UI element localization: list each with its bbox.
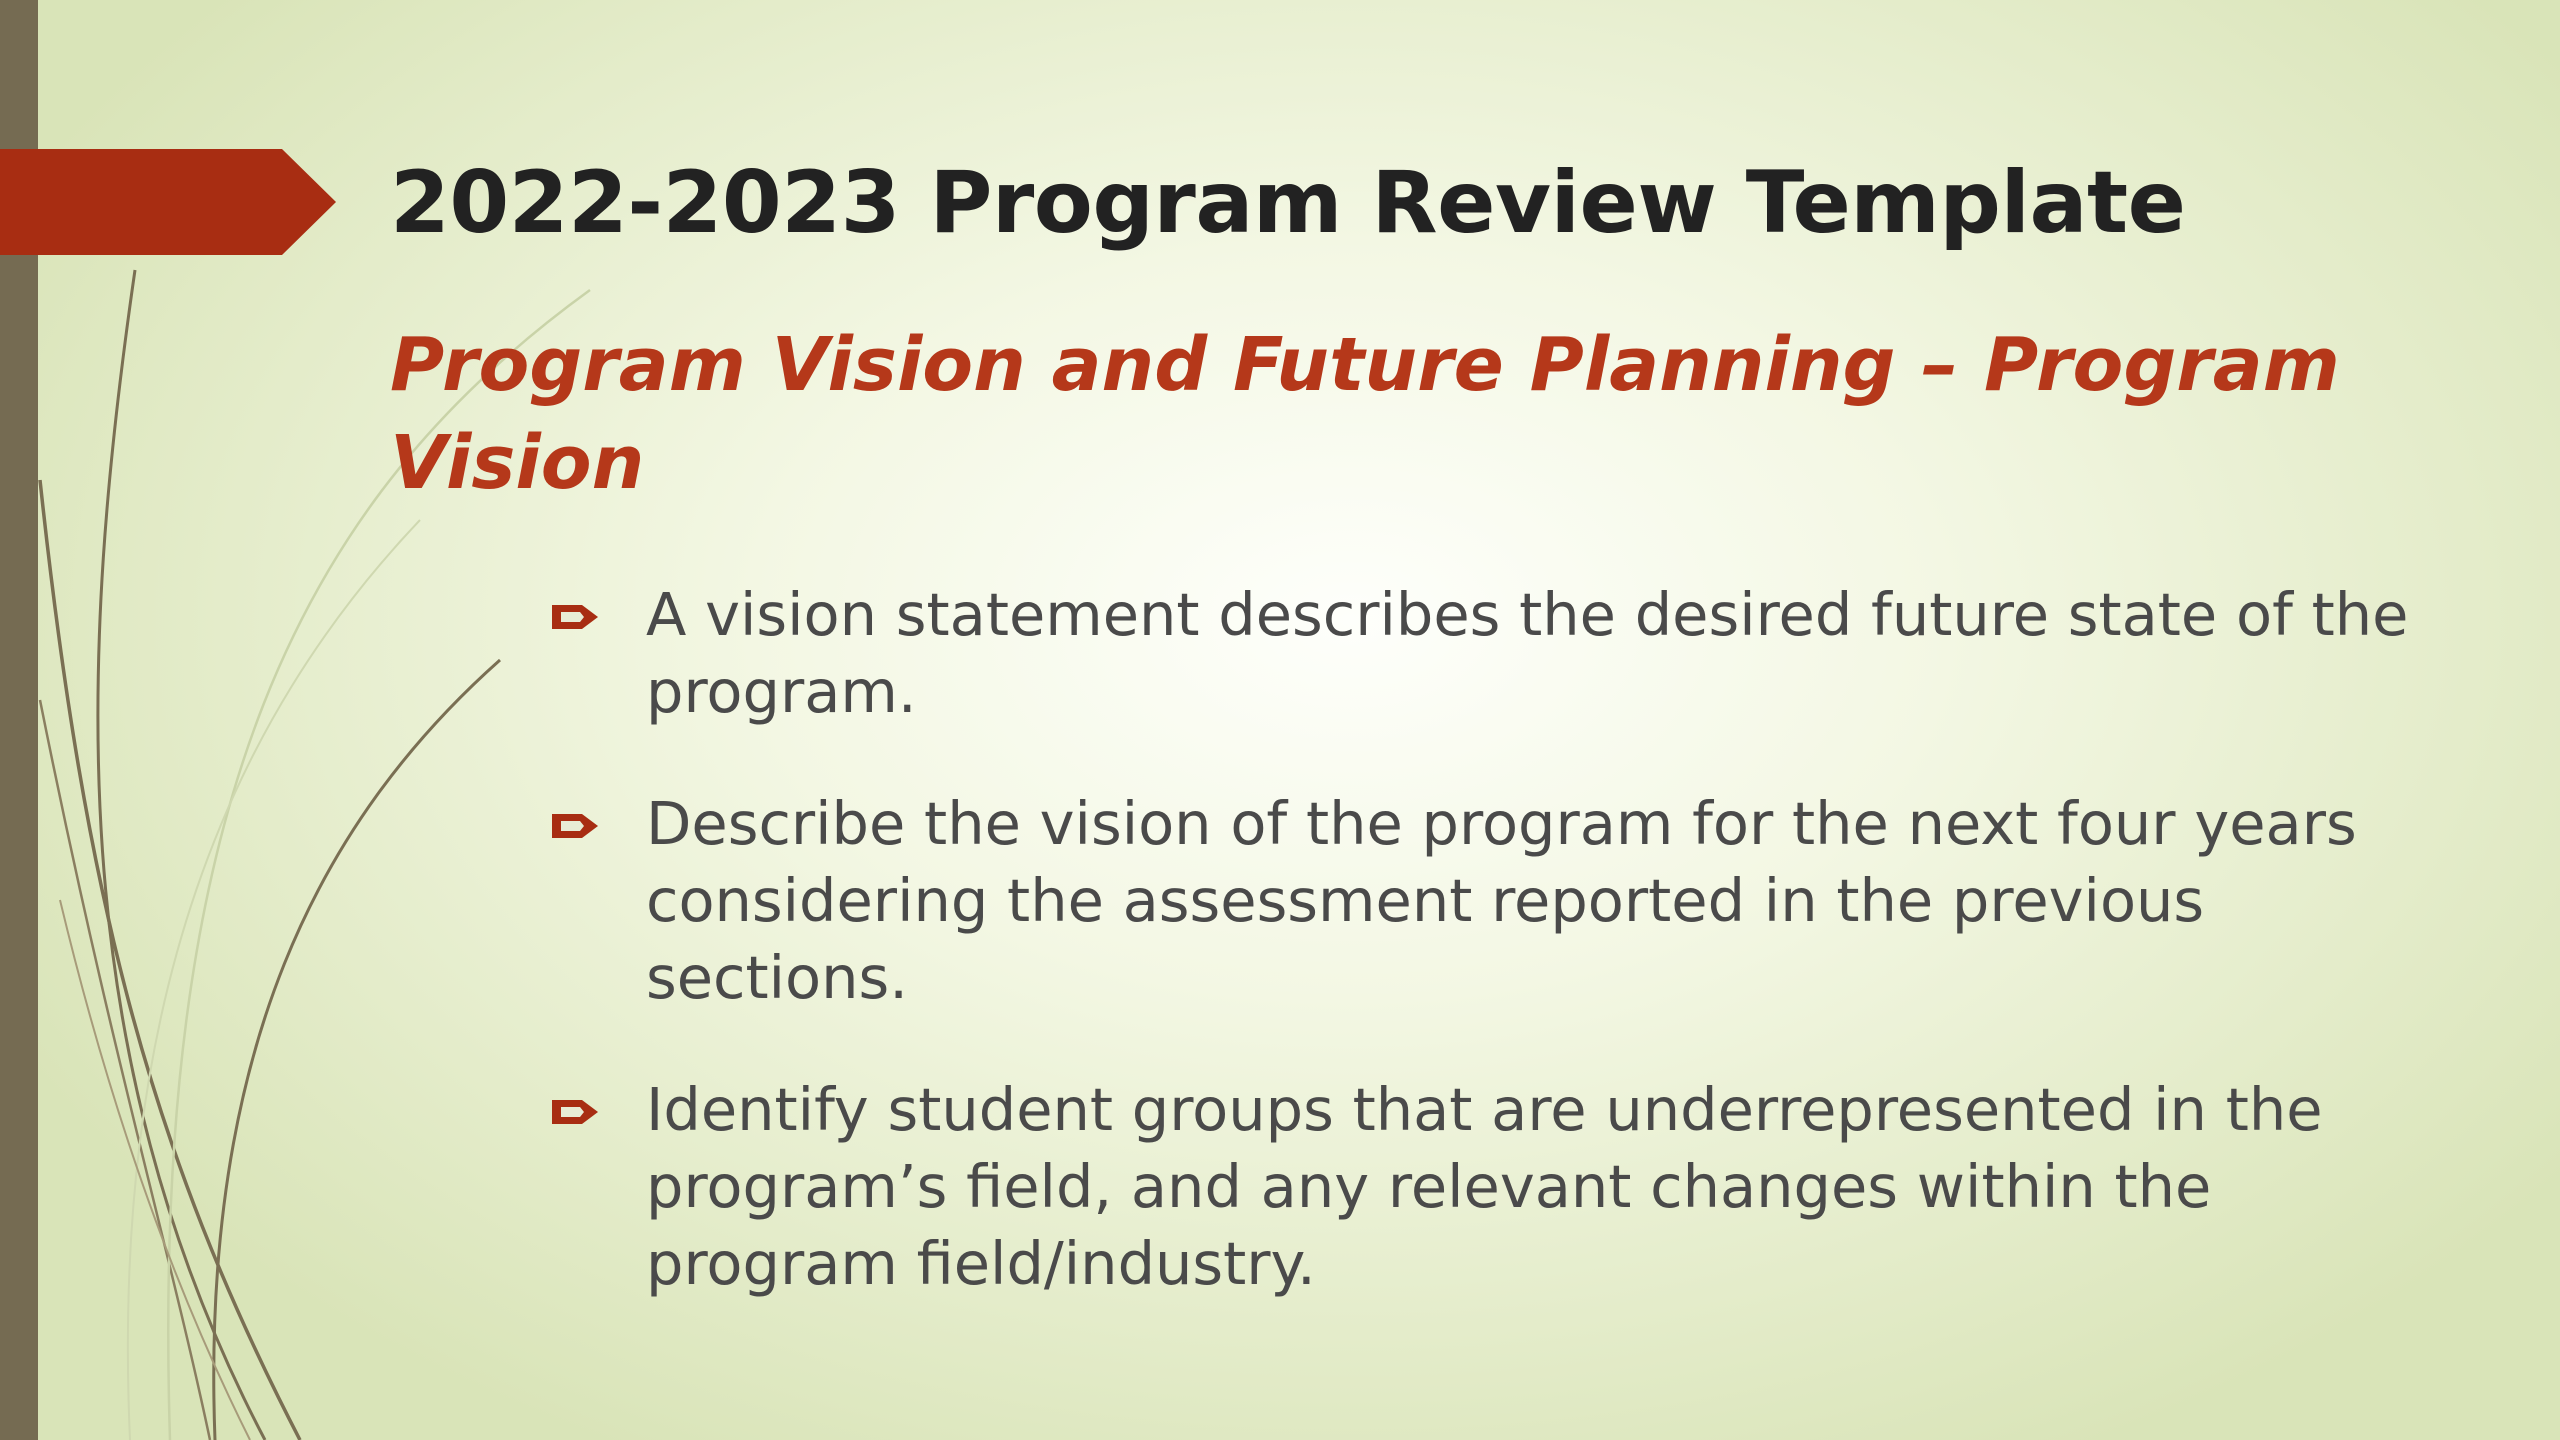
arrow-bullet-icon xyxy=(550,602,600,632)
arrow-bullet-icon xyxy=(550,811,600,841)
slide-title: 2022-2023 Program Review Template xyxy=(390,153,2186,253)
slide-subtitle: Program Vision and Future Planning – Program Vision xyxy=(390,322,2340,506)
bullet-text: Describe the vision of the program for the next four years considering the assessment reported in the previous sections. xyxy=(646,789,2357,1012)
bullet-list xyxy=(550,576,2450,1357)
arrow-bullet-icon xyxy=(550,1097,600,1127)
title-chevron-arrow-icon xyxy=(0,149,336,255)
bullet-item xyxy=(550,1071,2450,1302)
bullet-item xyxy=(550,785,2450,1016)
bullet-item xyxy=(550,576,2450,730)
bullet-text: A vision statement describes the desired future state of the program. xyxy=(646,580,2409,726)
bullet-text: Identify student groups that are underrepresented in the program’s field, and any relevant changes within the program field/industry. xyxy=(646,1075,2323,1298)
